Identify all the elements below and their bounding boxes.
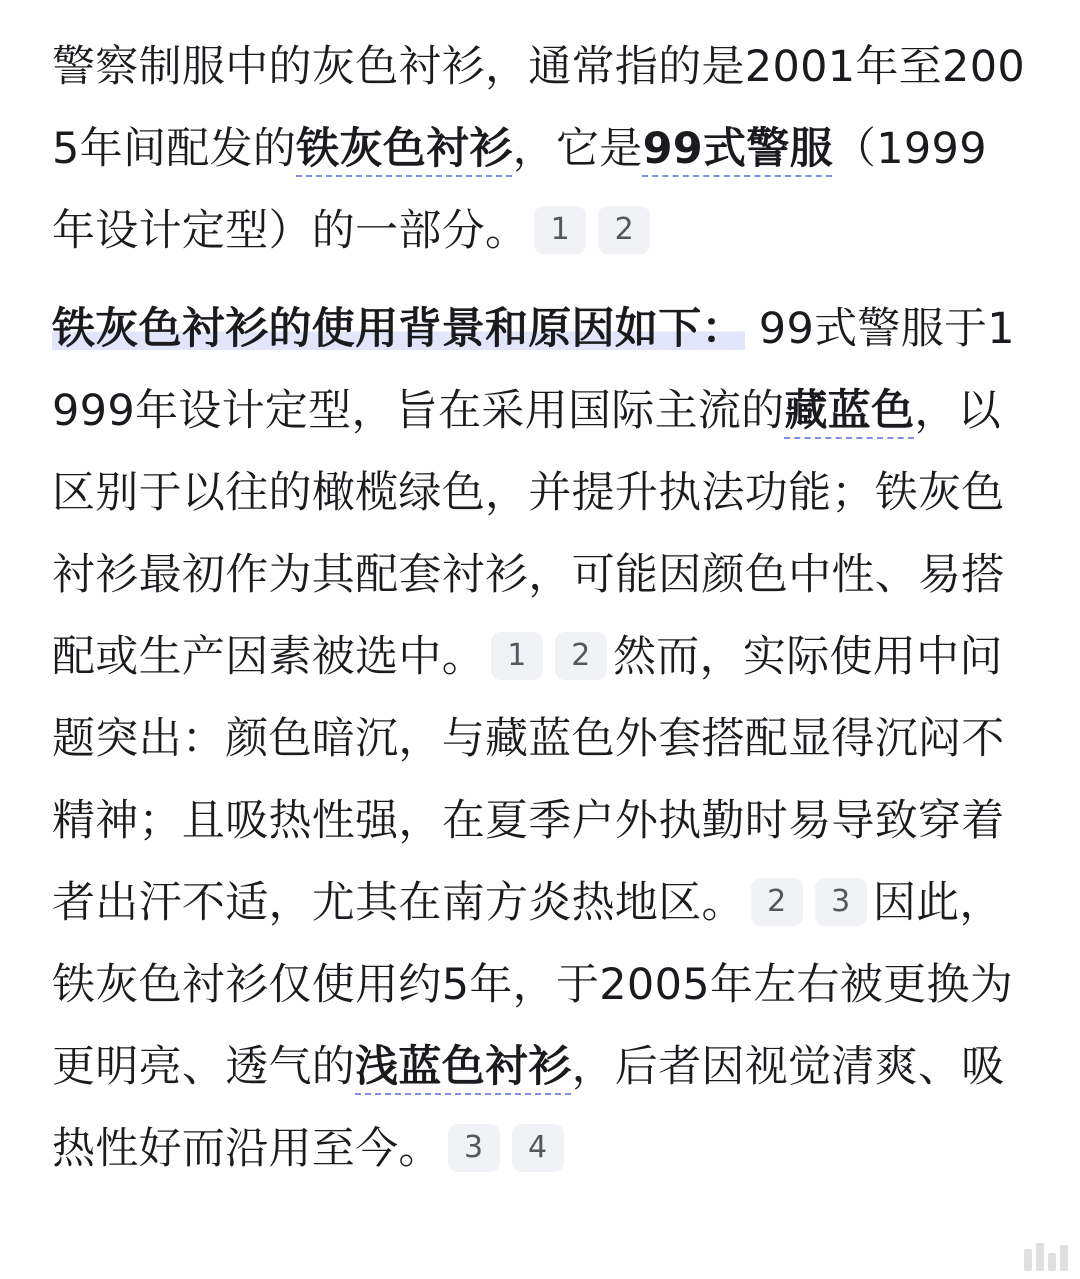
answer-text: ，它是 (512, 124, 643, 174)
citation-badge[interactable]: 2 (598, 206, 650, 254)
answer-text: （1999年设计定型）的一部分。 (52, 124, 987, 256)
citation-badge[interactable]: 3 (815, 878, 867, 926)
keyword-link[interactable]: 浅蓝色衬衫 (355, 1042, 572, 1092)
keyword-link[interactable]: 99式警服 (642, 124, 833, 174)
citation-badge[interactable]: 1 (534, 206, 586, 254)
section-lead-heading: 铁灰色衬衫的使用背景和原因如下： (52, 304, 745, 354)
answer-text: ，以区别于以往的橄榄绿色，并提升执法功能；铁灰色衬衫最初作为其配套衬衫，可能因颜色中性、易搭配或生产因素被选中。 (52, 386, 1005, 682)
citation-badge[interactable]: 4 (512, 1124, 564, 1172)
ai-answer-content (52, 26, 1028, 1190)
citation-badge[interactable]: 3 (448, 1124, 500, 1172)
citation-badge[interactable]: 1 (491, 632, 543, 680)
keyword-link[interactable]: 藏蓝色 (784, 386, 915, 436)
answer-text: 99式警服于1999年设计定型，旨在采用国际主流的 (52, 304, 1015, 436)
answer-paragraph-1 (52, 26, 1028, 272)
answer-text: 因此，铁灰色衬衫仅使用约5年，于2005年左右被更换为更明亮、透气的 (52, 878, 1013, 1092)
answer-text: ，后者因视觉清爽、吸热性好而沿用至今。 (52, 1042, 1005, 1174)
watermark-icon (1024, 1243, 1068, 1271)
answer-text: 警察制服中的灰色衬衫，通常指的是2001年至2005年间配发的 (52, 42, 1026, 174)
answer-text: 然而，实际使用中问题突出：颜色暗沉，与藏蓝色外套搭配显得沉闷不精神；且吸热性强，在夏季户外执勤时易导致穿着者出汗不适，尤其在南方炎热地区。 (52, 632, 1005, 928)
citation-badge[interactable]: 2 (751, 878, 803, 926)
citation-badge[interactable]: 2 (555, 632, 607, 680)
answer-paragraph-2 (52, 288, 1028, 1190)
keyword-link[interactable]: 铁灰色衬衫 (296, 124, 513, 174)
